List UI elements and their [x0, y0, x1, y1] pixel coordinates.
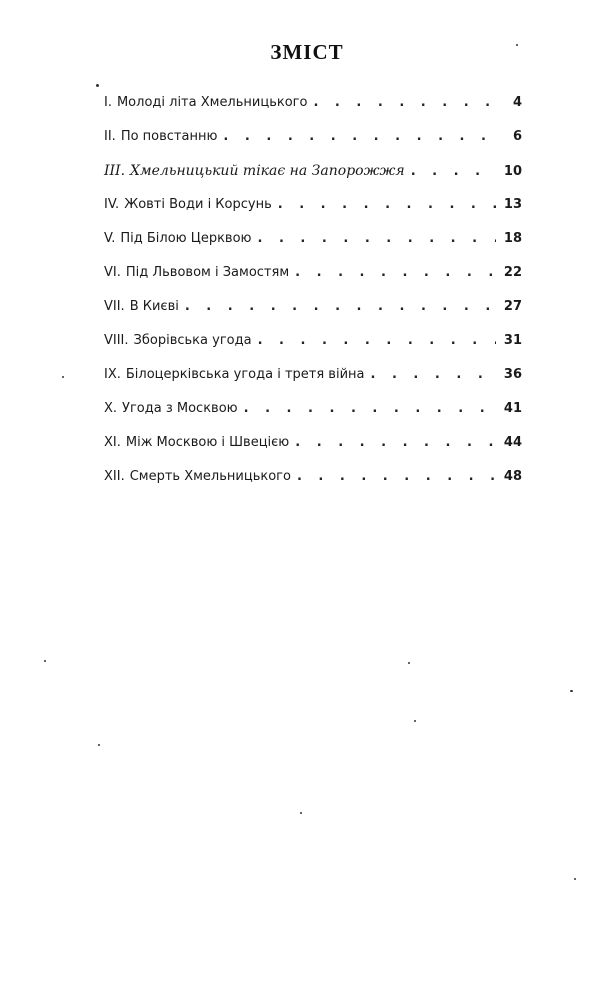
toc-entry[interactable]: [104, 129, 522, 163]
toc-leader-dots: [258, 333, 496, 348]
toc-entry-title: [104, 95, 307, 110]
toc-entry-label: Хмельницький тікає на Запорожжя: [130, 163, 405, 179]
toc-entry-number: IV.: [104, 197, 120, 212]
toc-entry[interactable]: [104, 435, 522, 469]
toc-entry[interactable]: [104, 265, 522, 299]
toc-entry-label: Білоцерківська угода і третя війна: [125, 367, 365, 382]
toc-entry-number: XI.: [104, 435, 121, 450]
toc-entry-page: 13: [503, 197, 522, 212]
scan-speck: [516, 44, 518, 46]
toc-entry-number: III.: [104, 163, 126, 179]
toc-entry-title: [104, 231, 252, 246]
toc-entry-title: [104, 197, 272, 212]
toc-entry[interactable]: [104, 333, 522, 367]
toc-leader-dots: [295, 265, 496, 280]
toc-leader-dots: [411, 164, 496, 179]
toc-leader-dots: [185, 299, 496, 314]
toc-entry-number: VIII.: [104, 333, 129, 348]
toc-entry-number: X.: [104, 401, 118, 416]
toc-entry-title: [104, 129, 217, 144]
toc-entry[interactable]: [104, 197, 522, 231]
toc-entry-label: Під Білою Церквою: [120, 231, 252, 246]
toc-leader-dots: [278, 197, 496, 212]
toc-entry[interactable]: [104, 95, 522, 129]
toc-entry-title: [104, 469, 291, 484]
toc-entry-number: VI.: [104, 265, 121, 280]
toc-entry-number: XII.: [104, 469, 125, 484]
toc-leader-dots: [295, 435, 496, 450]
toc-leader-dots: [223, 129, 496, 144]
table-of-contents: [104, 95, 522, 503]
toc-entry-number: I.: [104, 95, 112, 110]
toc-entry-page: 31: [503, 333, 522, 348]
toc-entry-title: [104, 435, 289, 450]
toc-entry-number: V.: [104, 231, 116, 246]
toc-entry[interactable]: [104, 367, 522, 401]
toc-leader-dots: [244, 401, 496, 416]
toc-entry[interactable]: [104, 163, 522, 197]
toc-entry[interactable]: [104, 299, 522, 333]
scan-speck: [98, 744, 100, 746]
toc-entry-page: 27: [503, 299, 522, 314]
toc-entry[interactable]: [104, 231, 522, 265]
toc-leader-dots: [297, 469, 496, 484]
toc-entry-label: Смерть Хмельницького: [129, 469, 291, 484]
scan-speck: [408, 662, 410, 664]
toc-entry-label: Жовті Води і Корсунь: [124, 197, 272, 212]
toc-entry[interactable]: [104, 401, 522, 435]
page-title: ЗМІСТ: [270, 40, 344, 64]
scan-speck: [62, 376, 64, 378]
toc-entry[interactable]: [104, 469, 522, 503]
toc-entry-page: 6: [512, 129, 522, 144]
toc-entry-label: Зборівська угода: [133, 333, 252, 348]
toc-entry-page: 48: [503, 469, 522, 484]
toc-entry-number: IX.: [104, 367, 121, 382]
toc-entry-page: 4: [512, 95, 522, 110]
toc-entry-title: [104, 367, 365, 382]
toc-leader-dots: [371, 367, 497, 382]
scan-speck: [300, 812, 302, 814]
toc-leader-dots: [258, 231, 497, 246]
toc-entry-label: Між Москвою і Швецією: [125, 435, 290, 450]
toc-entry-label: Угода з Москвою: [122, 401, 238, 416]
scan-speck: [96, 84, 99, 87]
toc-entry-title: [104, 163, 405, 179]
scan-speck: [570, 690, 573, 692]
toc-entry-number: II.: [104, 129, 116, 144]
toc-entry-label: Під Львовом і Замостям: [125, 265, 290, 280]
toc-entry-title: [104, 401, 238, 416]
toc-entry-number: VII.: [104, 299, 125, 314]
toc-leader-dots: [313, 95, 496, 110]
toc-entry-title: [104, 333, 252, 348]
scan-speck: [44, 660, 46, 662]
toc-entry-page: 22: [503, 265, 522, 280]
scan-speck: [574, 878, 576, 880]
toc-entry-page: 44: [503, 435, 522, 450]
toc-entry-label: Молоді літа Хмельницького: [116, 95, 308, 110]
toc-entry-label: По повстанню: [120, 129, 218, 144]
toc-entry-page: 36: [503, 367, 522, 382]
scan-speck: [414, 720, 416, 722]
toc-entry-title: [104, 299, 179, 314]
toc-entry-title: [104, 265, 289, 280]
toc-entry-page: 10: [503, 164, 522, 179]
toc-entry-page: 41: [503, 401, 522, 416]
toc-entry-label: В Києві: [129, 299, 179, 314]
toc-entry-page: 18: [503, 231, 522, 246]
